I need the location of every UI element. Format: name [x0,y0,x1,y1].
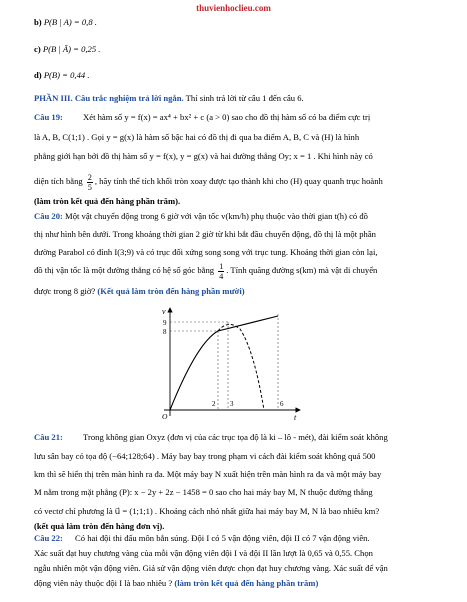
q19-frac-den: 5 [87,182,92,192]
q22-line-3: ngẫu nhiên một vận động viên. Giả sử vận động viên được chọn đạt huy chương vàng. Xác suất để vận [34,563,388,573]
q21-note: (kết quả làm tròn đến hàng đơn vị). [34,521,165,531]
q20-frac-den: 4 [219,271,224,281]
q22-line-2: Xác suất đạt huy chương vàng của mỗi vận động viên đội I và đội II lần lượt là 0,65 và 0,55. Chọn [34,548,373,558]
q20-label: Câu 20: [34,211,63,221]
q20-note: (Kết quả làm tròn đến hàng phần mười) [97,286,245,296]
y-axis-label: v [162,307,166,316]
q20-line-3: đường Parabol có đỉnh I(3;9) và có trục đối xứng song song với trục tung. Khoảng thời gian còn lại, [34,247,378,257]
q20-line-5 [34,286,245,297]
q21-line-4: M nằm trong mặt phẳng (P): x − 2y + 2z − 1458 = 0 sao cho hai máy bay M, N thuộc đường thẳng [34,487,373,497]
q20-fraction [218,262,224,281]
q19-frac-num: 2 [87,172,92,182]
part3-title: PHẦN III. Câu trắc nghiệm trả lời ngắn. [34,93,184,103]
part3-heading [34,93,304,104]
x-tick-2: 2 [212,400,216,408]
x-axis-label: t [294,413,297,422]
q20-frac-num: 1 [219,261,224,271]
q19-line-4 [34,170,383,192]
part3-instruction: Thí sinh trả lời từ câu 1 đến câu 6. [185,93,304,103]
velocity-time-graph [150,302,310,424]
q20-line-1 [34,211,368,222]
q20-line-4 [34,259,377,281]
x-tick-6: 6 [280,400,284,408]
q22-text-1: Có hai đội thi đấu môn bắn súng. Đội I có 5 vận động viên, đội II có 7 vận động viên. [75,533,370,543]
parabola-solid [170,331,218,410]
site-watermark[interactable]: thuvienhoclieu.com [196,3,271,13]
q22-text-4: động viên này thuộc đội I là bao nhiêu ? [34,578,173,588]
option-c-expr: P(B | Ā) = 0,25 . [42,44,101,54]
y-tick-8: 8 [163,328,167,336]
q21-text-1: Trong không gian Oxyz (đơn vị của các trục tọa độ là ki – lô - mét), đài kiểm soát không [83,432,388,442]
option-b-label: b) [34,17,42,27]
q22-label: Câu 22: [34,533,63,543]
q21-line-2: lưu sân bay có tọa độ (−64;128;64) . Máy bay bay trong phạm vi cách đài kiểm soát không quá 500 [34,451,376,461]
q20-text-4b: . Tính quãng đường s(km) mà vật di chuyển [226,265,378,275]
q19-text-4a: diện tích bằng [34,176,83,186]
q21-line-5: có vectơ chỉ phương là u⃗ = (1;1;1) . Khoảng cách nhỏ nhất giữa hai máy bay M, N là bao nhiêu km? [34,506,380,516]
option-d-label: d) [34,70,42,80]
q20-text-1: Một vật chuyển động trong 6 giờ với vận tốc v(km/h) phụ thuộc vào thời gian t(h) có đồ [65,211,368,221]
option-b-expr: P(B | A) = 0,8 . [43,17,97,27]
option-c-label: c) [34,44,41,54]
q22-note: (làm tròn kết quả đến hàng phần trăm) [174,578,319,588]
parabola-dashed [218,324,264,410]
x-tick-3: 3 [230,400,234,408]
q19-fraction [87,173,93,192]
q19-text-1: Xét hàm số y = f(x) = ax⁴ + bx² + c (a > 0) sao cho đồ thị hàm số có ba điểm cực trị [83,112,371,122]
option-c [34,44,100,55]
q21-line-1 [34,432,388,443]
q20-text-5: được trong 8 giờ? [34,286,96,296]
q19-text-4b: , hãy tính thể tích khối tròn xoay được tạo thành khi cho (H) quay quanh trục hoành [94,176,383,186]
q19-line-3: phẳng giới hạn bởi đồ thị hàm số y = f(x), y = g(x) và hai đường thẳng Oy; x = 1 . Khi hình này có [34,151,373,161]
q20-text-4a: đồ thị vận tốc là một đường thẳng có hệ số góc bằng [34,265,215,275]
q21-label: Câu 21: [34,432,63,442]
option-d [34,70,89,81]
option-d-expr: P(B) = 0,44 . [43,70,90,80]
q19-line-1 [34,112,370,123]
q22-line-1 [34,533,370,544]
q21-line-3: km thì sẽ hiển thị trên màn hình ra đa. Một máy bay N xuất hiện trên màn hình ra đa và một máy bay [34,469,382,479]
y-tick-9: 9 [163,319,167,327]
q20-line-2: thị như hình bên dưới. Trong khoảng thời gian 2 giờ từ khi bắt đầu chuyển động, đồ thị là một phần [34,229,376,239]
q19-line-2: là A, B, C(1;1) . Gọi y = g(x) là hàm số bậc hai có đồ thị đi qua ba điểm A, B, C và (H) là hình [34,132,360,142]
option-b [34,17,97,28]
linear-segment [218,316,278,331]
origin-label: O [162,412,168,421]
q19-note: (làm tròn kết quả đến hàng phần trăm). [34,196,181,206]
q19-label: Câu 19: [34,112,63,122]
q22-line-4 [34,578,318,589]
